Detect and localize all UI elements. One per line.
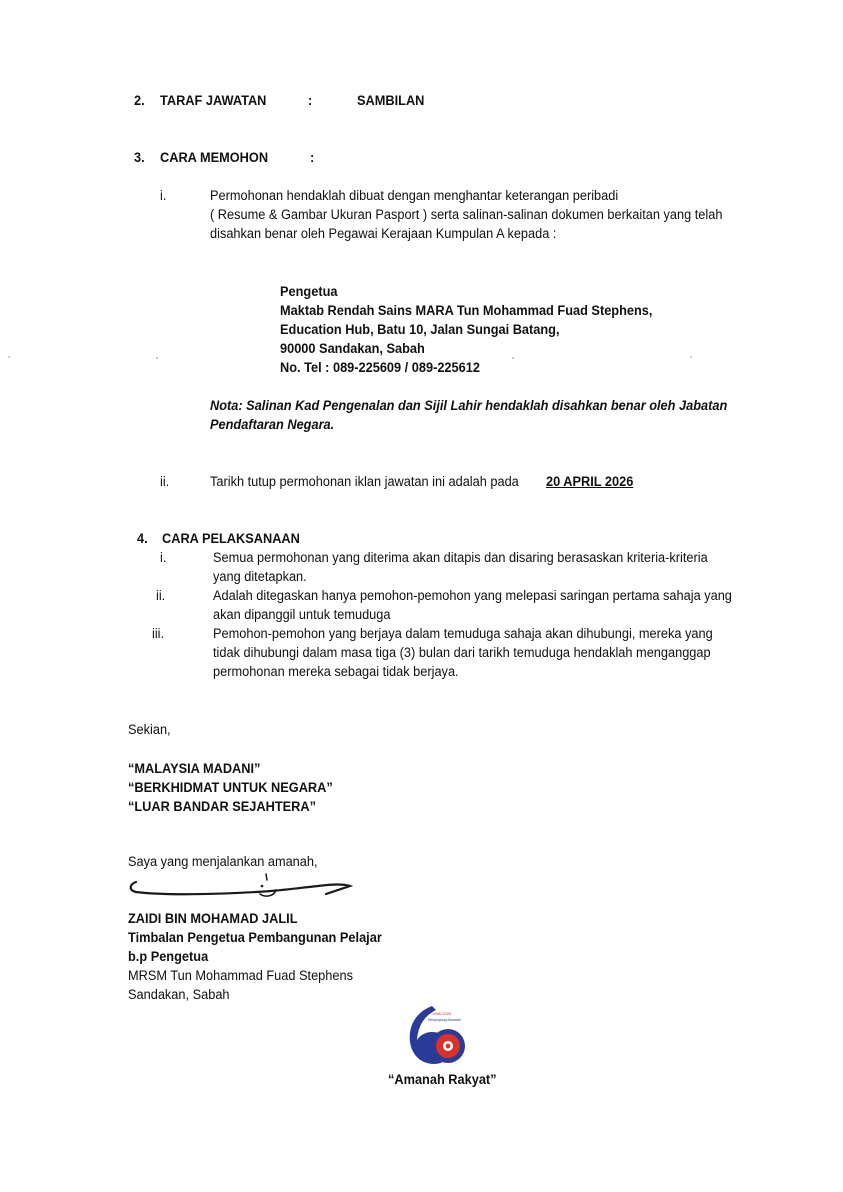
- signatory-position: Timbalan Pengetua Pembangunan Pelajar: [128, 930, 382, 946]
- section-3-colon: :: [310, 150, 315, 166]
- note-line: Nota: Salinan Kad Pengenalan dan Sijil Lahir hendaklah disahkan benar oleh Jabatan: [210, 398, 728, 414]
- signatory-name: ZAIDI BIN MOHAMAD JALIL: [128, 911, 298, 927]
- section-2-colon: :: [308, 93, 313, 109]
- on-behalf-of: b.p Pengetua: [128, 949, 209, 965]
- section-4-item-line: Adalah ditegaskan hanya pemohon-pemohon yang melepasi saringan pertama sahaja yang: [213, 588, 732, 604]
- slogan: “MALAYSIA MADANI”: [128, 761, 261, 777]
- trust-statement: Saya yang menjalankan amanah,: [128, 854, 318, 870]
- section-3-item-1-line: ( Resume & Gambar Ukuran Pasport ) serta salinan-salinan dokumen berkaitan yang telah: [210, 207, 723, 223]
- address-line: Maktab Rendah Sains MARA Tun Mohammad Fuad Stephens,: [280, 303, 653, 319]
- slogan: “BERKHIDMAT UNTUK NEGARA”: [128, 780, 333, 796]
- section-3-item-1-line: disahkan benar oleh Pegawai Kerajaan Kumpulan A kepada :: [210, 226, 557, 242]
- section-2-title: TARAF JAWATAN: [160, 93, 267, 109]
- closing-date: 20 APRIL 2026: [546, 474, 634, 490]
- salutation: Sekian,: [128, 722, 171, 738]
- logo-tagline: Menjunjung Amanah: [428, 1018, 461, 1022]
- logo-years: 1966-2026: [432, 1011, 452, 1016]
- section-4-title: CARA PELAKSANAAN: [162, 531, 300, 547]
- closing-date-text: Tarikh tutup permohonan iklan jawatan ini adalah pada: [210, 474, 519, 490]
- institution-name: MRSM Tun Mohammad Fuad Stephens: [128, 968, 353, 984]
- section-4-item-numeral: iii.: [152, 626, 165, 642]
- scan-speck: [690, 356, 692, 358]
- scan-speck: [156, 357, 158, 359]
- institution-location: Sandakan, Sabah: [128, 987, 230, 1003]
- section-3-title: CARA MEMOHON: [160, 150, 269, 166]
- note-line: Pendaftaran Negara.: [210, 417, 335, 433]
- address-line: Pengetua: [280, 284, 338, 300]
- section-3-item-1-line: Permohonan hendaklah dibuat dengan menghantar keterangan peribadi: [210, 188, 619, 204]
- section-4-item-numeral: ii.: [156, 588, 166, 604]
- section-4-item-line: tidak dihubungi dalam masa tiga (3) bulan dari tarikh temuduga hendaklah menganggap: [213, 645, 711, 661]
- address-line: 90000 Sandakan, Sabah: [280, 341, 425, 357]
- section-3-item-1-numeral: i.: [160, 188, 167, 204]
- scan-speck: [8, 356, 10, 358]
- section-3-number: 3.: [134, 150, 145, 166]
- section-4-item-line: akan dipanggil untuk temuduga: [213, 607, 391, 623]
- anniversary-logo: [402, 1002, 482, 1068]
- slogan: “LUAR BANDAR SEJAHTERA”: [128, 799, 317, 815]
- address-line: Education Hub, Batu 10, Jalan Sungai Batang,: [280, 322, 560, 338]
- section-4-item-numeral: i.: [160, 550, 167, 566]
- handwritten-signature: [128, 872, 353, 908]
- section-2-number: 2.: [134, 93, 145, 109]
- section-4-item-line: yang ditetapkan.: [213, 569, 307, 585]
- section-4-number: 4.: [137, 531, 148, 547]
- employment-status-value: SAMBILAN: [357, 93, 425, 109]
- section-4-item-line: permohonan mereka sebagai tidak berjaya.: [213, 664, 459, 680]
- motto: “Amanah Rakyat”: [388, 1072, 497, 1088]
- section-4-item-line: Semua permohonan yang diterima akan ditapis dan disaring berasaskan kriteria-kriteria: [213, 550, 708, 566]
- section-4-item-line: Pemohon-pemohon yang berjaya dalam temuduga sahaja akan dihubungi, mereka yang: [213, 626, 713, 642]
- section-3-item-2-numeral: ii.: [160, 474, 170, 490]
- phone-number: No. Tel : 089-225609 / 089-225612: [280, 360, 480, 376]
- scan-speck: [512, 357, 514, 359]
